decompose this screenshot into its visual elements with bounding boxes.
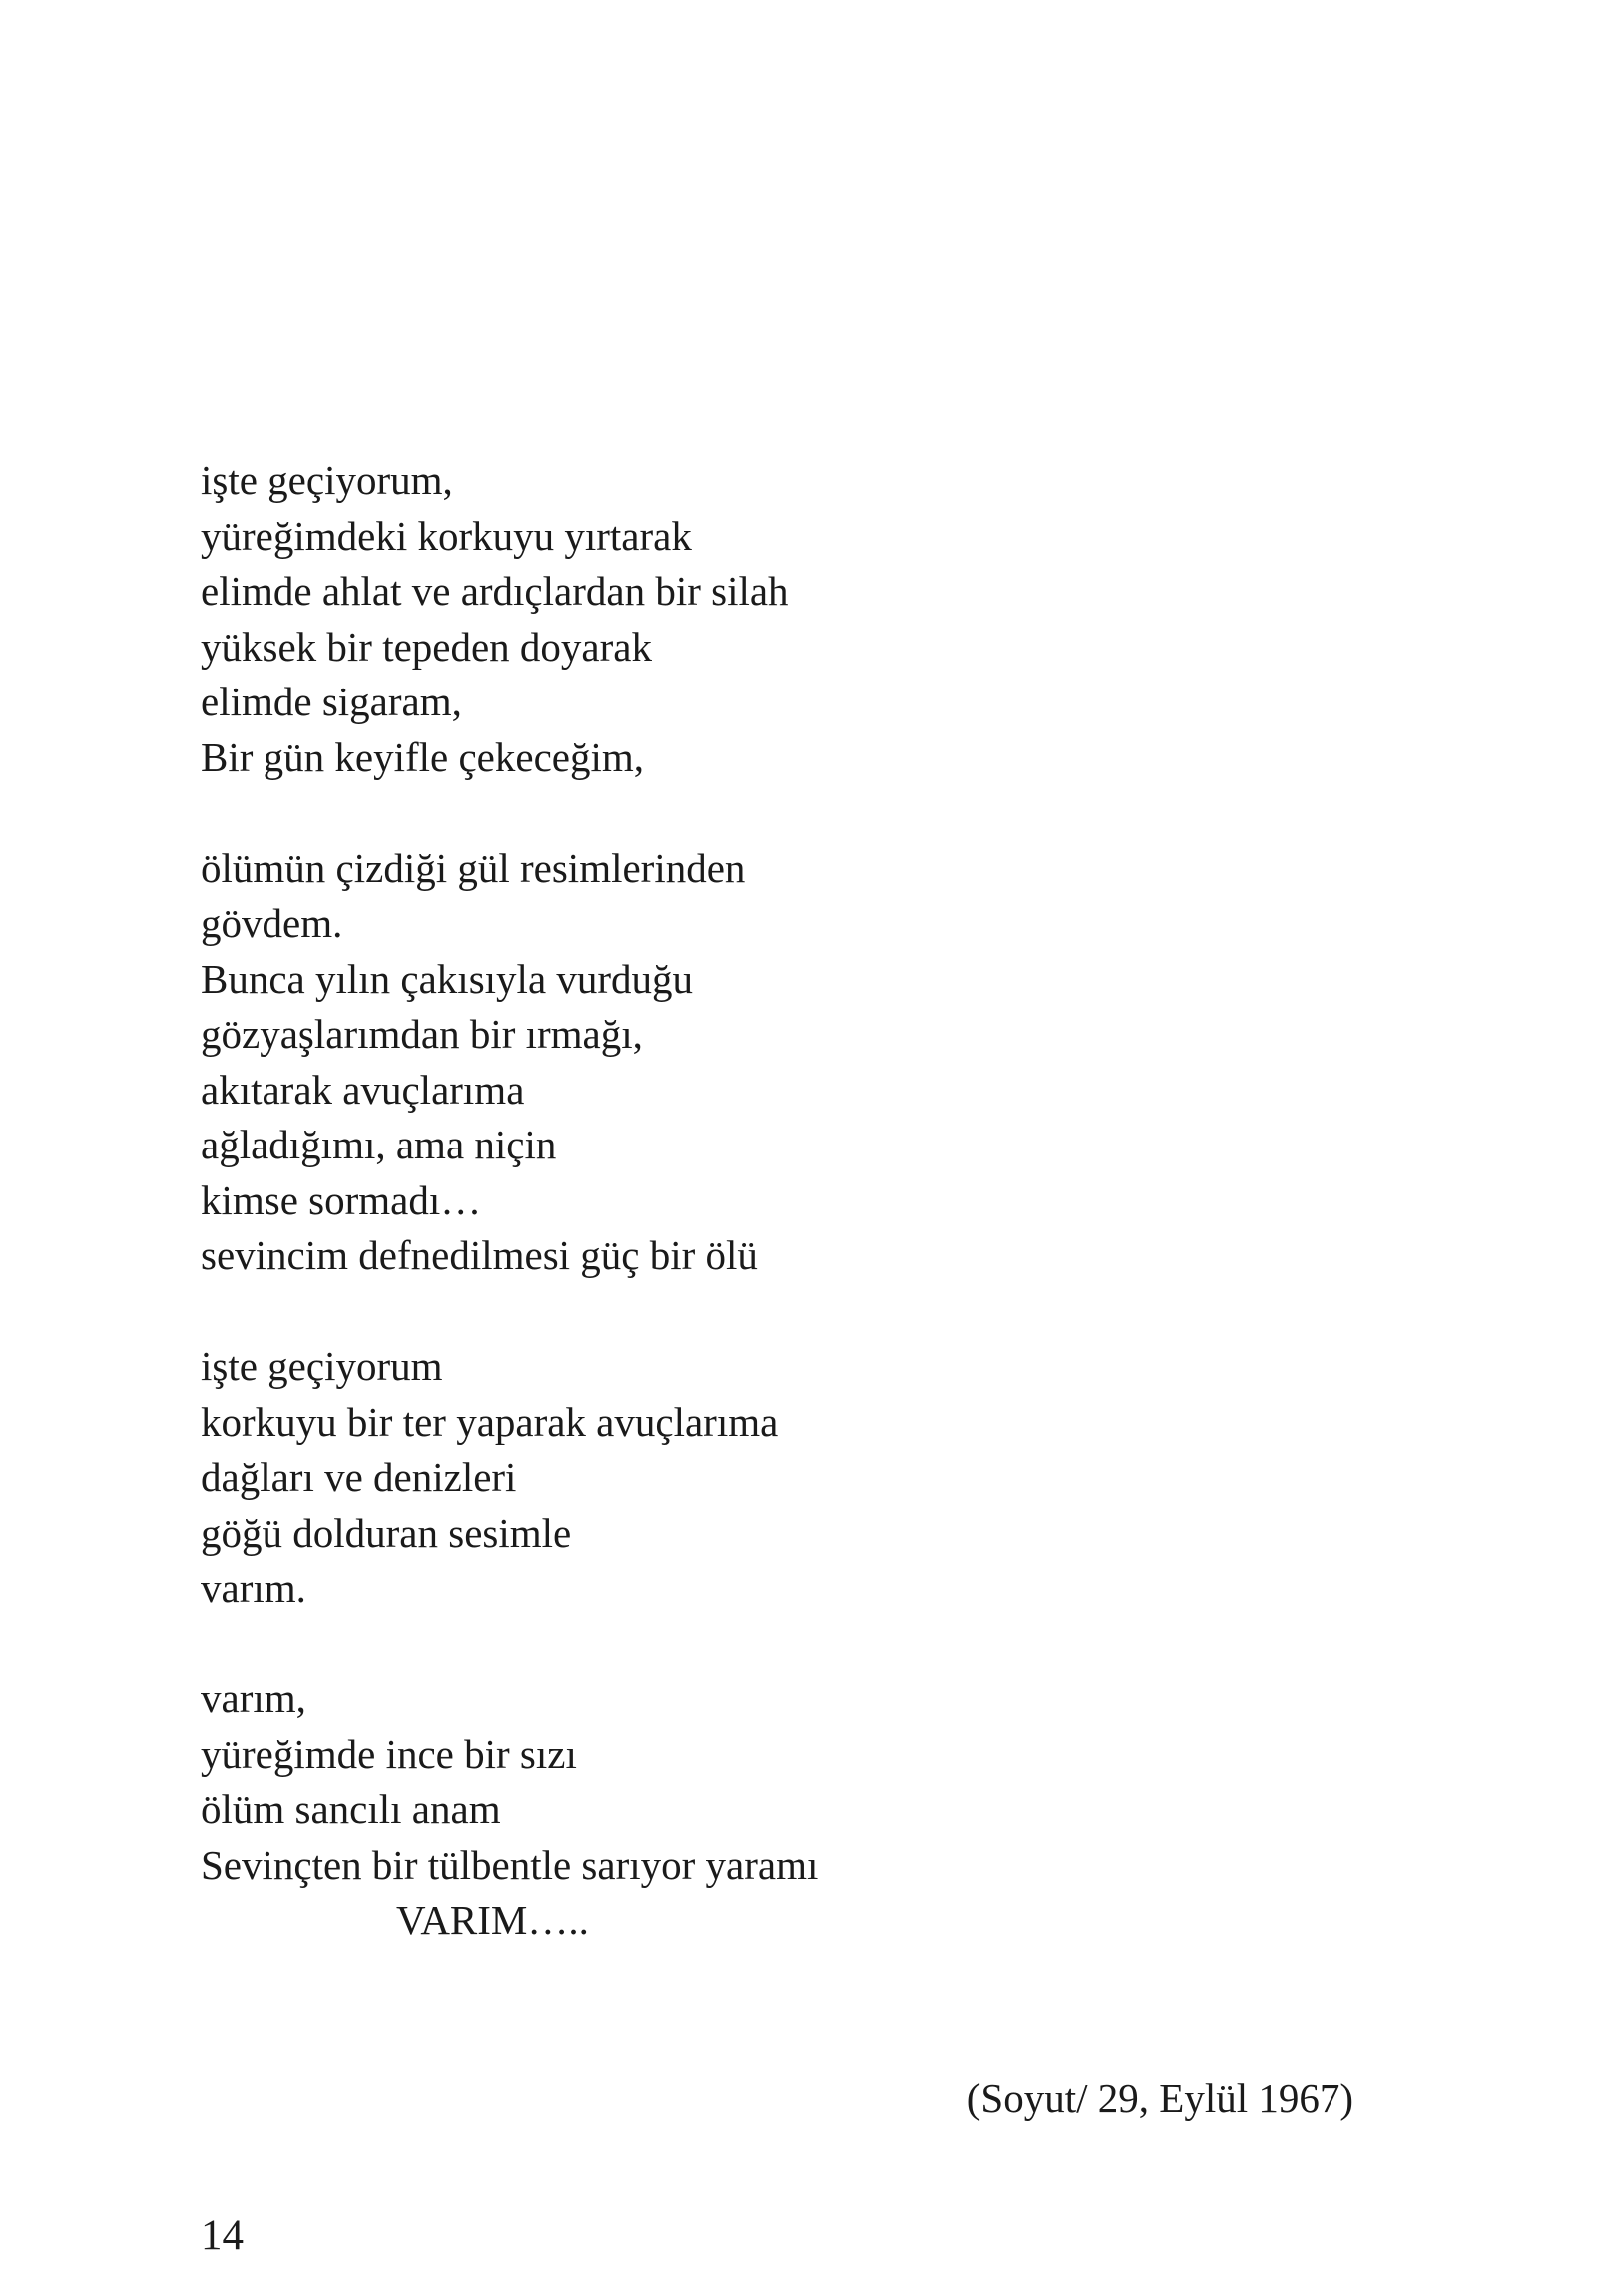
poem-line: işte geçiyorum: [201, 1343, 443, 1389]
poem: [201, 453, 1199, 1949]
poem-line-final: VARIM…..: [396, 1897, 589, 1943]
poem-line: korkuyu bir ter yaparak avuçlarıma: [201, 1398, 779, 1445]
poem-line: gövdem.: [201, 900, 343, 946]
stanza-1: [201, 453, 1199, 785]
poem-line: ölümün çizdiği gül resimlerinden: [201, 844, 746, 891]
stanza-2: [201, 841, 1199, 1284]
poem-line: dağları ve denizleri: [201, 1454, 517, 1500]
poem-line: ölüm sancılı anam: [201, 1786, 501, 1832]
poem-line: yüreğimde ince bir sızı: [201, 1730, 577, 1777]
source-citation: (Soyut/ 29, Eylül 1967): [966, 2075, 1353, 2121]
poem-line: göğü dolduran sesimle: [201, 1509, 572, 1556]
poem-line: gözyaşlarımdan bir ırmağı,: [201, 1011, 643, 1057]
poem-line: elimde ahlat ve ardıçlardan bir silah: [201, 568, 789, 614]
poem-line: akıtarak avuçlarıma: [201, 1066, 525, 1113]
poem-line: yüksek bir tepeden doyarak: [201, 623, 652, 670]
poem-line: yüreğimdeki korkuyu yırtarak: [201, 512, 692, 559]
page-number: 14: [201, 2212, 244, 2259]
stanza-4: [201, 1671, 1199, 1949]
poem-line: varım,: [201, 1675, 306, 1721]
poem-line: Bir gün keyifle çekeceğim,: [201, 733, 644, 780]
poem-line: işte geçiyorum,: [201, 457, 453, 503]
poem-line: Sevinçten bir tülbentle sarıyor yaramı: [201, 1841, 819, 1888]
poem-line: varım.: [201, 1565, 306, 1610]
poem-line: sevincim defnedilmesi güç bir ölü: [201, 1232, 758, 1278]
poem-line: kimse sormadı…: [201, 1176, 482, 1223]
poem-line: ağladığımı, ama niçin: [201, 1122, 557, 1167]
poem-line: Bunca yılın çakısıyla vurduğu: [201, 955, 694, 1002]
poem-line: elimde sigaram,: [201, 679, 462, 724]
stanza-3: [201, 1339, 1199, 1616]
